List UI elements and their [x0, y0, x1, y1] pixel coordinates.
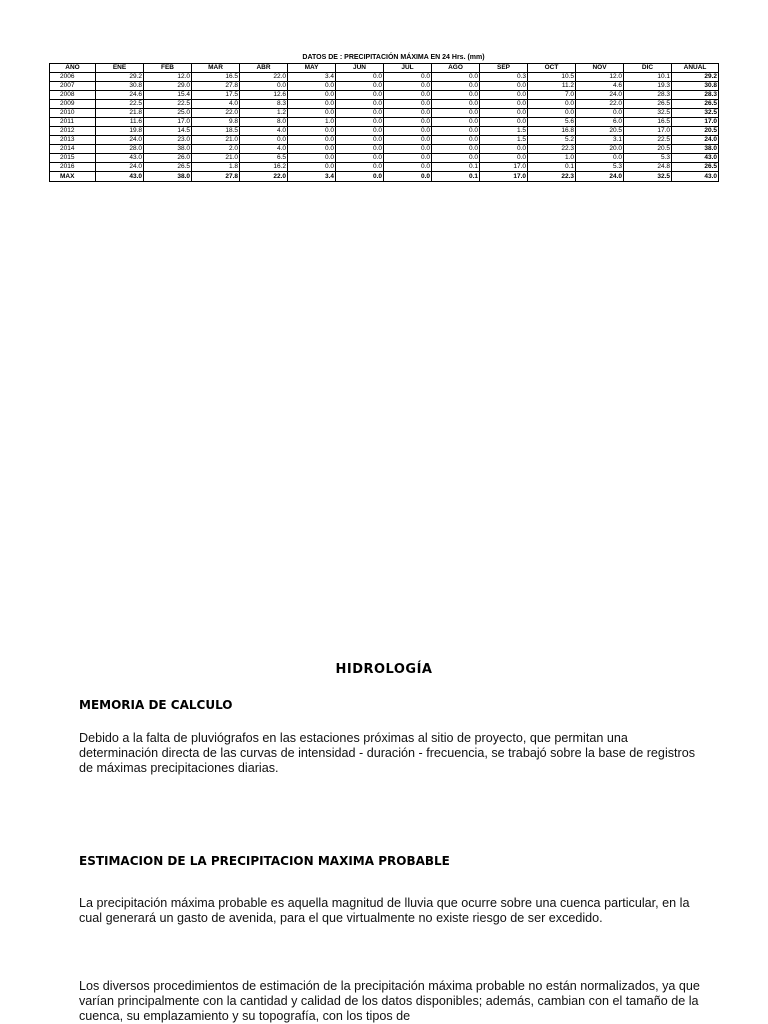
value-cell: 0.0	[480, 91, 528, 100]
value-cell: 8.3	[240, 100, 288, 109]
value-cell: 5.6	[528, 118, 576, 127]
value-cell: 0.0	[384, 109, 432, 118]
value-cell: 24.8	[624, 163, 672, 172]
value-cell: 18.5	[192, 127, 240, 136]
max-row	[50, 172, 719, 182]
value-cell: 0.0	[432, 82, 480, 91]
value-cell: 0.0	[336, 73, 384, 82]
value-cell: 19.8	[96, 127, 144, 136]
value-cell: 0.0	[480, 118, 528, 127]
year-cell: 2012	[50, 127, 96, 136]
value-cell: 32.5	[624, 172, 672, 182]
value-cell: 0.1	[528, 163, 576, 172]
table-header-row	[50, 64, 719, 73]
value-cell: 0.0	[336, 100, 384, 109]
header-cell: MAR	[192, 64, 240, 73]
value-cell: 1.5	[480, 127, 528, 136]
value-cell: 0.0	[432, 73, 480, 82]
value-cell: 15.4	[144, 91, 192, 100]
header-cell: ENE	[96, 64, 144, 73]
header-cell: MAY	[288, 64, 336, 73]
year-cell: 2007	[50, 82, 96, 91]
value-cell: 22.5	[144, 100, 192, 109]
value-cell: 17.0	[672, 118, 719, 127]
value-cell: 17.0	[624, 127, 672, 136]
year-cell: 2014	[50, 145, 96, 154]
value-cell: 26.5	[624, 100, 672, 109]
year-cell: 2009	[50, 100, 96, 109]
value-cell: 0.0	[576, 154, 624, 163]
value-cell: 26.5	[144, 163, 192, 172]
value-cell: 20.0	[576, 145, 624, 154]
value-cell: 28.3	[672, 91, 719, 100]
value-cell: 0.0	[480, 145, 528, 154]
year-cell: MAX	[50, 172, 96, 182]
value-cell: 22.3	[528, 145, 576, 154]
value-cell: 0.0	[336, 91, 384, 100]
value-cell: 0.0	[288, 91, 336, 100]
table-row	[50, 118, 719, 127]
section-heading-memoria: MEMORIA DE CALCULO	[79, 698, 233, 712]
value-cell: 16.8	[528, 127, 576, 136]
value-cell: 22.5	[96, 100, 144, 109]
value-cell: 26.0	[144, 154, 192, 163]
value-cell: 0.0	[288, 136, 336, 145]
value-cell: 19.3	[624, 82, 672, 91]
value-cell: 22.3	[528, 172, 576, 182]
value-cell: 0.0	[384, 91, 432, 100]
value-cell: 22.0	[192, 109, 240, 118]
value-cell: 1.2	[240, 109, 288, 118]
value-cell: 32.5	[624, 109, 672, 118]
value-cell: 0.0	[384, 127, 432, 136]
value-cell: 0.0	[432, 136, 480, 145]
value-cell: 1.5	[480, 136, 528, 145]
value-cell: 38.0	[672, 145, 719, 154]
value-cell: 0.0	[384, 118, 432, 127]
value-cell: 0.0	[288, 154, 336, 163]
value-cell: 6.0	[576, 118, 624, 127]
header-cell: OCT	[528, 64, 576, 73]
value-cell: 16.5	[624, 118, 672, 127]
value-cell: 28.3	[624, 91, 672, 100]
value-cell: 27.8	[192, 172, 240, 182]
header-cell: SEP	[480, 64, 528, 73]
value-cell: 21.8	[96, 109, 144, 118]
value-cell: 0.0	[336, 163, 384, 172]
header-cell: NOV	[576, 64, 624, 73]
value-cell: 0.0	[336, 82, 384, 91]
value-cell: 24.0	[96, 163, 144, 172]
value-cell: 43.0	[96, 154, 144, 163]
value-cell: 0.0	[288, 163, 336, 172]
value-cell: 12.0	[576, 73, 624, 82]
value-cell: 0.0	[336, 118, 384, 127]
table-row	[50, 109, 719, 118]
value-cell: 0.0	[288, 109, 336, 118]
value-cell: 25.0	[144, 109, 192, 118]
value-cell: 38.0	[144, 172, 192, 182]
header-cell: DIC	[624, 64, 672, 73]
value-cell: 30.8	[96, 82, 144, 91]
value-cell: 0.0	[432, 91, 480, 100]
value-cell: 32.5	[672, 109, 719, 118]
table-row	[50, 145, 719, 154]
document-title: HIDROLOGÍA	[335, 662, 433, 677]
value-cell: 1.0	[288, 118, 336, 127]
value-cell: 29.2	[672, 73, 719, 82]
year-cell: 2011	[50, 118, 96, 127]
value-cell: 0.0	[384, 172, 432, 182]
value-cell: 0.0	[480, 82, 528, 91]
year-cell: 2008	[50, 91, 96, 100]
header-cell: AÑO	[50, 64, 96, 73]
header-cell: FEB	[144, 64, 192, 73]
value-cell: 12.0	[144, 73, 192, 82]
table-body	[50, 73, 719, 182]
value-cell: 43.0	[96, 172, 144, 182]
value-cell: 1.8	[192, 163, 240, 172]
table-row	[50, 136, 719, 145]
value-cell: 38.0	[144, 145, 192, 154]
table-row	[50, 100, 719, 109]
value-cell: 24.0	[672, 136, 719, 145]
value-cell: 17.0	[480, 163, 528, 172]
value-cell: 29.0	[144, 82, 192, 91]
precipitation-table	[49, 63, 719, 182]
value-cell: 0.0	[528, 100, 576, 109]
value-cell: 0.0	[576, 109, 624, 118]
value-cell: 0.0	[336, 127, 384, 136]
value-cell: 30.8	[672, 82, 719, 91]
value-cell: 21.0	[192, 136, 240, 145]
value-cell: 0.0	[384, 136, 432, 145]
value-cell: 16.2	[240, 163, 288, 172]
value-cell: 1.0	[528, 154, 576, 163]
value-cell: 22.0	[240, 73, 288, 82]
value-cell: 0.0	[480, 109, 528, 118]
value-cell: 3.4	[288, 73, 336, 82]
value-cell: 20.5	[576, 127, 624, 136]
value-cell: 0.0	[384, 145, 432, 154]
table-row	[50, 163, 719, 172]
table-row	[50, 127, 719, 136]
value-cell: 2.0	[192, 145, 240, 154]
value-cell: 24.0	[96, 136, 144, 145]
value-cell: 0.0	[528, 109, 576, 118]
value-cell: 26.5	[672, 163, 719, 172]
value-cell: 24.0	[576, 172, 624, 182]
value-cell: 21.0	[192, 154, 240, 163]
value-cell: 22.5	[624, 136, 672, 145]
value-cell: 26.5	[672, 100, 719, 109]
value-cell: 22.0	[576, 100, 624, 109]
value-cell: 16.5	[192, 73, 240, 82]
value-cell: 0.0	[384, 100, 432, 109]
year-cell: 2010	[50, 109, 96, 118]
value-cell: 3.4	[288, 172, 336, 182]
table-row	[50, 91, 719, 100]
header-cell: ANUAL	[672, 64, 719, 73]
table-row	[50, 154, 719, 163]
year-cell: 2006	[50, 73, 96, 82]
value-cell: 29.2	[96, 73, 144, 82]
value-cell: 0.0	[336, 172, 384, 182]
value-cell: 4.6	[576, 82, 624, 91]
value-cell: 12.6	[240, 91, 288, 100]
value-cell: 5.2	[528, 136, 576, 145]
header-cell: JUL	[384, 64, 432, 73]
value-cell: 7.0	[528, 91, 576, 100]
year-cell: 2015	[50, 154, 96, 163]
value-cell: 0.0	[432, 154, 480, 163]
value-cell: 43.0	[672, 154, 719, 163]
value-cell: 0.3	[480, 73, 528, 82]
value-cell: 27.8	[192, 82, 240, 91]
value-cell: 0.0	[432, 127, 480, 136]
value-cell: 4.0	[240, 127, 288, 136]
paragraph-procedimientos: Los diversos procedimientos de estimación de la precipitación máxima probable no están normalizados, ya que varían principalmente con la cantidad y calidad de los datos disponibles; además, cambian con el tamaño de la cuenca, su emplazamiento y su topografía, con los tipos de	[79, 979, 700, 1023]
value-cell: 20.5	[624, 145, 672, 154]
year-cell: 2016	[50, 163, 96, 172]
header-cell: ABR	[240, 64, 288, 73]
value-cell: 0.0	[336, 109, 384, 118]
value-cell: 14.5	[144, 127, 192, 136]
value-cell: 0.0	[288, 82, 336, 91]
value-cell: 17.5	[192, 91, 240, 100]
value-cell: 22.0	[240, 172, 288, 182]
value-cell: 10.1	[624, 73, 672, 82]
value-cell: 0.0	[384, 82, 432, 91]
precipitation-table-block	[49, 53, 718, 182]
value-cell: 0.0	[480, 100, 528, 109]
header-cell: AGO	[432, 64, 480, 73]
value-cell: 24.0	[576, 91, 624, 100]
value-cell: 4.0	[240, 145, 288, 154]
value-cell: 6.5	[240, 154, 288, 163]
table-row	[50, 82, 719, 91]
value-cell: 11.2	[528, 82, 576, 91]
value-cell: 0.0	[432, 100, 480, 109]
value-cell: 28.0	[96, 145, 144, 154]
value-cell: 0.0	[240, 136, 288, 145]
value-cell: 0.0	[432, 109, 480, 118]
table-title: DATOS DE : PRECIPITACIÓN MÁXIMA EN 24 Hrs. (mm)	[302, 54, 485, 61]
value-cell: 0.0	[336, 136, 384, 145]
year-cell: 2013	[50, 136, 96, 145]
value-cell: 17.0	[480, 172, 528, 182]
value-cell: 5.3	[624, 154, 672, 163]
value-cell: 0.0	[432, 118, 480, 127]
value-cell: 0.0	[384, 163, 432, 172]
value-cell: 0.0	[384, 154, 432, 163]
value-cell: 0.0	[336, 145, 384, 154]
value-cell: 0.0	[288, 145, 336, 154]
value-cell: 43.0	[672, 172, 719, 182]
value-cell: 0.0	[480, 154, 528, 163]
value-cell: 23.0	[144, 136, 192, 145]
value-cell: 0.0	[288, 100, 336, 109]
value-cell: 8.0	[240, 118, 288, 127]
value-cell: 24.6	[96, 91, 144, 100]
value-cell: 5.3	[576, 163, 624, 172]
value-cell: 0.0	[240, 82, 288, 91]
value-cell: 17.0	[144, 118, 192, 127]
section-heading-estimacion: ESTIMACION DE LA PRECIPITACION MAXIMA PROBABLE	[79, 854, 450, 868]
value-cell: 11.6	[96, 118, 144, 127]
value-cell: 0.0	[432, 145, 480, 154]
value-cell: 4.0	[192, 100, 240, 109]
value-cell: 9.8	[192, 118, 240, 127]
value-cell: 0.0	[288, 127, 336, 136]
paragraph-definicion: La precipitación máxima probable es aquella magnitud de lluvia que ocurre sobre una cuenca particular, en la cual generará un gasto de avenida, para el que virtualmente no existe riesgo de ser excedido.	[79, 896, 690, 925]
value-cell: 0.0	[336, 154, 384, 163]
value-cell: 10.5	[528, 73, 576, 82]
value-cell: 3.1	[576, 136, 624, 145]
value-cell: 0.0	[384, 73, 432, 82]
paragraph-memoria: Debido a la falta de pluviógrafos en las estaciones próximas al sitio de proyecto, que permitan una determinación directa de las curvas de intensidad - duración - frecuencia, se trabajó sobre la base de registros de máximas precipitaciones diarias.	[79, 731, 696, 775]
table-row	[50, 73, 719, 82]
header-cell: JUN	[336, 64, 384, 73]
value-cell: 20.5	[672, 127, 719, 136]
value-cell: 0.1	[432, 172, 480, 182]
value-cell: 0.1	[432, 163, 480, 172]
